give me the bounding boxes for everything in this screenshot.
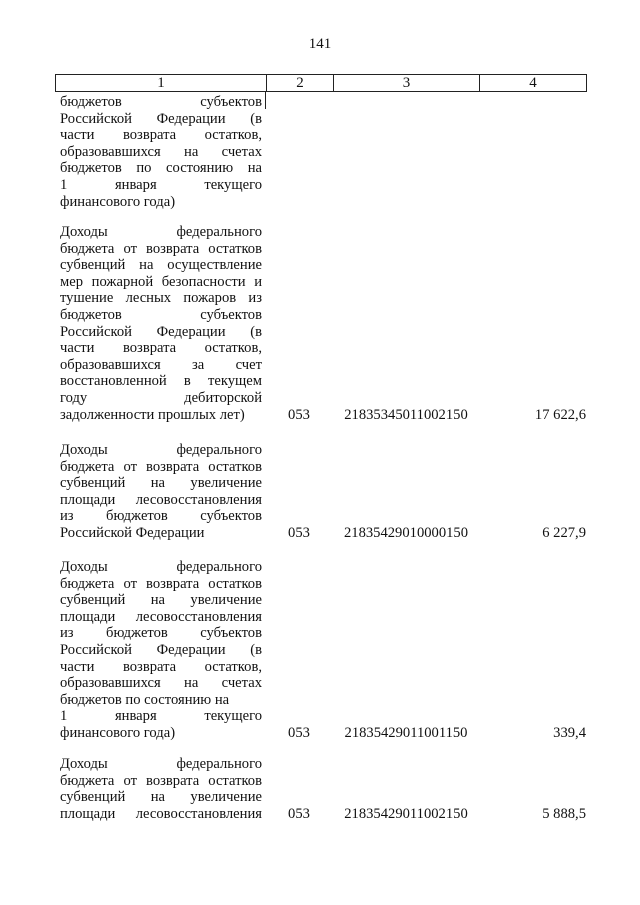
description-line: Российской Федерации (в xyxy=(60,641,262,658)
description-line: Доходы федерального xyxy=(60,756,262,772)
description-line: бюджетов по состоянию на xyxy=(60,691,230,708)
description-line: 1 января текущего xyxy=(60,708,262,725)
cell-kbk: 21835429011002150 xyxy=(344,805,468,822)
row-description xyxy=(60,442,262,542)
description-line: бюджетов субъектов xyxy=(60,94,262,110)
description-line: Российской Федерации xyxy=(60,524,205,541)
cell-amount: 5 888,5 xyxy=(542,805,586,822)
description-line: бюджетов по состоянию на xyxy=(60,160,262,177)
description-line: части возврата остатков, xyxy=(60,127,262,144)
description-line: бюджета от возврата остатков xyxy=(60,772,262,789)
description-line: финансового года) xyxy=(60,724,176,741)
cell-code: 053 xyxy=(288,725,310,741)
description-line: субвенций на увеличение xyxy=(60,475,262,492)
column-header-2: 2 xyxy=(296,75,304,91)
row-description xyxy=(60,559,262,742)
description-line: бюджетов субъектов xyxy=(60,306,262,323)
row-description xyxy=(60,94,262,210)
description-line: Российской Федерации (в xyxy=(60,110,262,127)
page-number: 141 xyxy=(308,36,332,52)
cell-amount: 6 227,9 xyxy=(542,525,586,541)
description-line: Доходы федерального xyxy=(60,224,262,240)
row-description xyxy=(60,756,262,822)
description-line: Российской Федерации (в xyxy=(60,323,262,340)
description-line: субвенций на увеличение xyxy=(60,789,262,806)
description-line: бюджета от возврата остатков xyxy=(60,240,262,257)
description-line: субвенций на увеличение xyxy=(60,592,262,609)
cell-code: 053 xyxy=(288,525,310,541)
description-line: из бюджетов субъектов xyxy=(60,625,262,642)
description-line: из бюджетов субъектов xyxy=(60,508,262,525)
row-description xyxy=(60,224,262,423)
description-line: 1 января текущего xyxy=(60,176,262,193)
cell-code: 053 xyxy=(288,406,310,423)
description-line: площади лесовосстановления xyxy=(60,805,262,822)
cell-amount: 17 622,6 xyxy=(534,406,586,423)
column-header-3: 3 xyxy=(402,75,411,91)
cell-kbk: 21835429010000150 xyxy=(343,525,469,541)
description-line: Доходы федерального xyxy=(60,559,262,575)
description-line: части возврата остатков, xyxy=(60,340,262,357)
description-line: площади лесовосстановления xyxy=(60,608,262,625)
column-divider-extension xyxy=(265,91,266,109)
cell-kbk: 21835429011001150 xyxy=(344,725,468,741)
description-line: задолженности прошлых лет) xyxy=(60,406,245,423)
cell-kbk: 21835345011002150 xyxy=(344,406,468,423)
description-line: образовавшихся за счет xyxy=(60,356,262,373)
description-line: бюджета от возврата остатков xyxy=(60,575,262,592)
table-header xyxy=(55,74,587,92)
cell-code: 053 xyxy=(288,805,310,822)
description-line: году дебиторской xyxy=(60,389,262,406)
description-line: площади лесовосстановления xyxy=(60,491,262,508)
description-line: образовавшихся на счетах xyxy=(60,675,262,692)
description-line: бюджета от возврата остатков xyxy=(60,458,262,475)
description-line: финансового года) xyxy=(60,193,176,210)
description-line: восстановленной в текущем xyxy=(60,373,262,390)
description-line: части возврата остатков, xyxy=(60,658,262,675)
description-line: мер пожарной безопасности и xyxy=(60,273,262,290)
description-line: тушение лесных пожаров из xyxy=(60,290,262,307)
column-header-1: 1 xyxy=(157,75,165,91)
cell-amount: 339,4 xyxy=(553,725,586,741)
description-line: субвенций на осуществление xyxy=(60,257,262,274)
description-line: образовавшихся на счетах xyxy=(60,143,262,160)
description-line: Доходы федерального xyxy=(60,442,262,458)
column-header-4: 4 xyxy=(529,75,537,91)
